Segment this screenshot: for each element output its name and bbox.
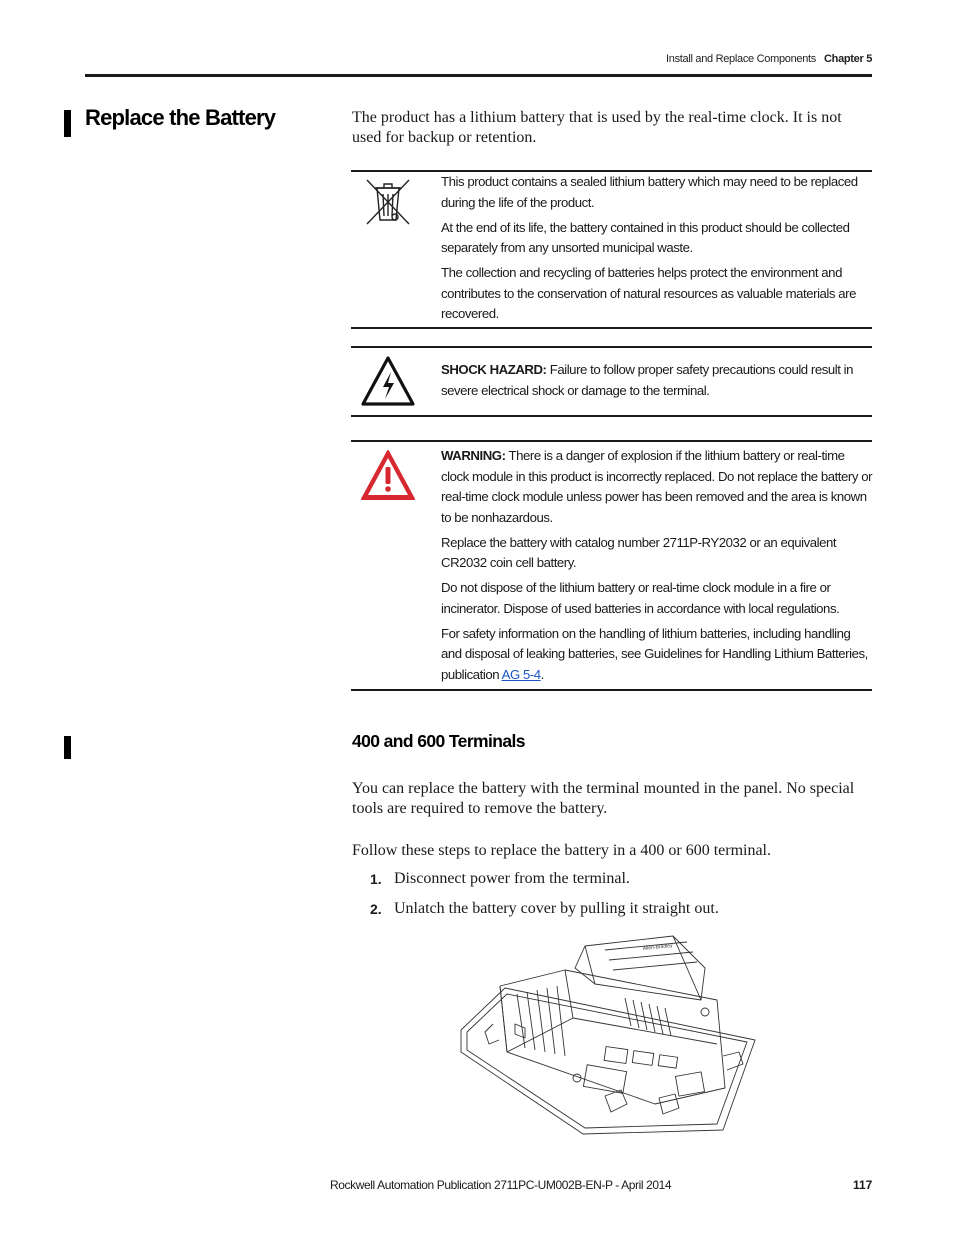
header-rule — [85, 74, 872, 77]
warning-label: WARNING: — [441, 448, 506, 463]
warning-text: There is a danger of explosion if the lithium battery or real-time clock module in this product is incorrectly replaced. Do not replace the battery or real-time clock module unless power has been removed and the area is known to be nonhazardous. — [441, 448, 873, 525]
notice-rule-bottom — [351, 327, 872, 329]
shock-rule-bottom — [351, 415, 872, 417]
step-2-text: Unlatch the battery cover by pulling it straight out. — [394, 900, 719, 917]
footer-publication: Rockwell Automation Publication 2711PC-UM002B-EN-P - April 2014 — [330, 1178, 672, 1192]
warning-rule-bottom — [351, 689, 872, 691]
running-header-chapter: Chapter 5 — [824, 53, 873, 65]
warning-paragraph-2: Replace the battery with catalog number 2711P-RY2032 or an equivalent CR2032 coin cell battery. — [441, 534, 837, 570]
ag-5-4-link[interactable]: AG 5-4 — [501, 666, 541, 682]
section-marker-bar — [64, 110, 71, 137]
page-number: 117 — [853, 1178, 873, 1192]
shock-rule-top — [351, 346, 872, 348]
subsection-paragraph-2: Follow these steps to replace the battery in a 400 or 600 terminal. — [352, 842, 771, 859]
shock-hazard-label: SHOCK HAZARD: — [441, 362, 547, 377]
shock-hazard-icon — [360, 355, 416, 412]
terminal-rear-illustration — [455, 928, 765, 1138]
section-intro: The product has a lithium battery that is used by the real-time clock. It is not used for backup or retention. — [352, 109, 842, 146]
warning-rule-top — [351, 440, 872, 442]
subsection-paragraph-1: You can replace the battery with the terminal mounted in the panel. No special tools are required to remove the battery. — [352, 780, 855, 817]
warning-paragraph-4-end: . — [540, 666, 544, 682]
battery-recycling-notice — [441, 172, 873, 329]
section-title: Replace the Battery — [85, 105, 276, 130]
shock-hazard-notice — [441, 360, 873, 406]
recycle-paragraph-2: At the end of its life, the battery contained in this product should be collected separately from any unsorted municipal waste. — [441, 219, 850, 255]
step-2-number: 2. — [370, 901, 382, 917]
crossed-out-wheelie-bin-icon — [363, 176, 413, 233]
recycle-paragraph-3: The collection and recycling of batteries helps protect the environment and contributes to the conservation of natural resources as valuable materials are recovered. — [441, 265, 856, 321]
warning-triangle-icon — [360, 449, 416, 508]
explosion-warning-notice — [441, 446, 873, 690]
subsection-title: 400 and 600 Terminals — [352, 731, 525, 751]
subsection-marker-bar — [64, 736, 71, 759]
shock-hazard-text: Failure to follow proper safety precautions could result in severe electrical shock or damage to the terminal. — [441, 362, 854, 398]
step-1-text: Disconnect power from the terminal. — [394, 870, 630, 887]
running-header-section: Install and Replace Components — [666, 53, 816, 65]
step-1-number: 1. — [370, 871, 382, 887]
recycle-paragraph-1: This product contains a sealed lithium battery which may need to be replaced during the life of the product. — [441, 174, 858, 210]
warning-paragraph-4 — [441, 624, 873, 686]
warning-paragraph-4-text: For safety information on the handling of lithium batteries, including handling and disposal of leaking batteries, see Guidelines for Handling Lithium Batteries, publication — [441, 625, 868, 682]
allen-bradley-logo-text: Allen-Bradley — [642, 942, 673, 952]
warning-paragraph-3: Do not dispose of the lithium battery or real-time clock module in a fire or incinerator. Dispose of used batteries in accordance with local regulations. — [441, 580, 840, 616]
